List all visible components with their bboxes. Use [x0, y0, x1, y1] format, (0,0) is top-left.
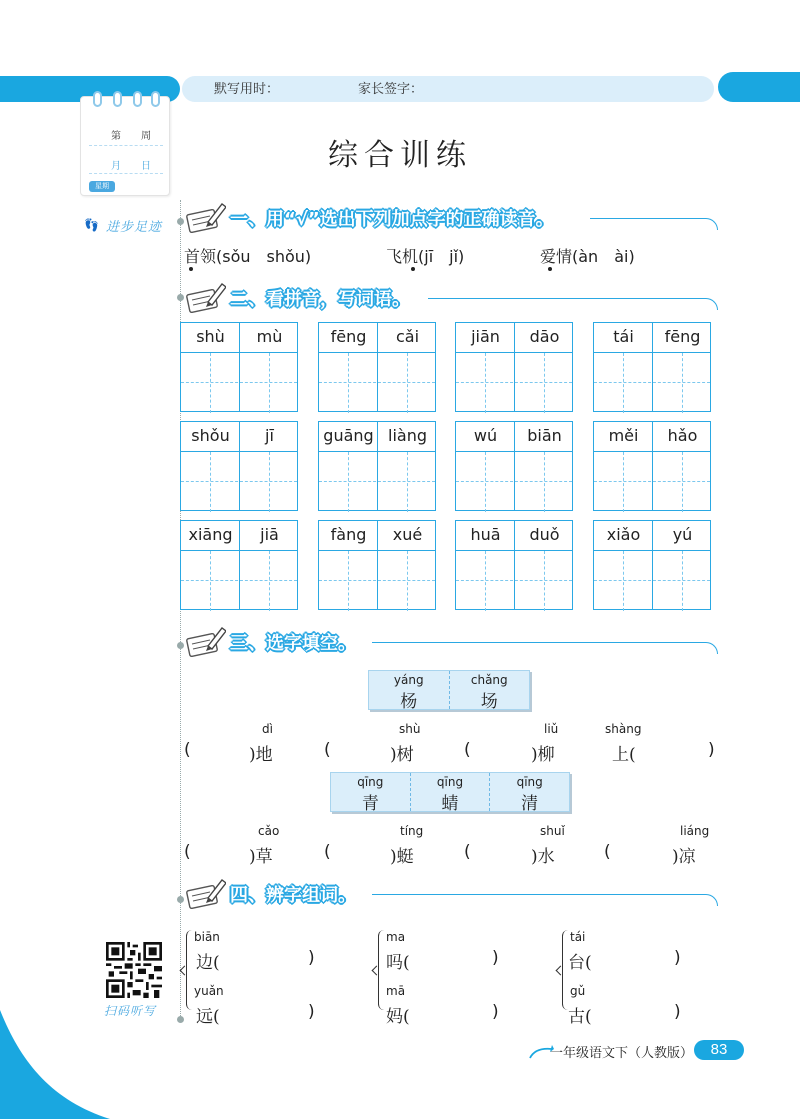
pencil-paper-icon [182, 876, 226, 910]
section-3-title: 三、选字填空。 [230, 633, 356, 654]
grid-pinyin: shù [196, 327, 225, 346]
s1-item-1: 首领(sǒu shǒu) [184, 247, 312, 266]
pair-pinyin: yuǎn [194, 984, 224, 998]
blank-char: )凉 [672, 847, 696, 867]
emphasis-dot [411, 267, 415, 271]
section-1-title: 一、用“√”选出下列加点字的正确读音。 [230, 209, 554, 230]
pencil-paper-icon [182, 624, 226, 658]
emphasis-dot [548, 267, 552, 271]
weekday-badge: 星期 [89, 181, 115, 192]
grid-pinyin: dāo [529, 327, 560, 346]
grid-pinyin: jiān [471, 327, 500, 346]
blank-char: )柳 [531, 745, 555, 765]
pair-char: 台( [568, 953, 592, 973]
open-paren: ( [604, 842, 611, 862]
dictation-time-label: 默写用时： [214, 82, 280, 97]
blank-char: )蜓 [390, 847, 414, 867]
grid-pinyin: wú [473, 426, 498, 445]
pinyin-writing-grid[interactable] [318, 322, 436, 412]
blank-char: )草 [249, 847, 273, 867]
choice-option: qīng 蜻 [410, 773, 490, 811]
grid-pinyin: jī [265, 426, 274, 445]
choice-option: yáng 杨 [393, 673, 424, 712]
page-number: 83 [694, 1040, 744, 1060]
grid-pinyin: mù [256, 327, 283, 346]
progress-text: 进步足迹 [106, 220, 163, 235]
section-3-header [182, 624, 718, 658]
close-paren: ) [674, 948, 681, 968]
pinyin-writing-grid[interactable] [455, 520, 573, 610]
grid-pinyin: huā [470, 525, 501, 544]
open-paren: ( [464, 740, 471, 760]
choice-option: chǎng 场 [449, 671, 530, 709]
pinyin-writing-grid[interactable] [593, 520, 711, 610]
s1-item-2: 飞机(jī jǐ) [386, 247, 465, 266]
choice-box-1 [368, 670, 530, 710]
choice-option: qīng 青 [357, 775, 384, 814]
pair-char: 吗( [386, 953, 410, 973]
grid-pinyin: xiāng [188, 525, 233, 544]
section-4-title: 四、辨字组词。 [230, 885, 356, 906]
pinyin-writing-grid[interactable] [593, 322, 711, 412]
grid-pinyin: duǒ [529, 525, 560, 544]
close-paren: ) [708, 740, 715, 760]
pinyin-writing-grid[interactable] [318, 520, 436, 610]
grid-pinyin: liàng [388, 426, 427, 445]
grid-pinyin: shǒu [191, 426, 230, 445]
corner-decoration [0, 1000, 110, 1119]
open-paren: ( [184, 740, 191, 760]
grid-pinyin: xiǎo [606, 525, 641, 544]
grid-pinyin: tái [613, 327, 634, 346]
blank-pinyin: shàng [605, 722, 642, 736]
section-2-header [182, 280, 718, 314]
grid-pinyin: jiā [260, 525, 279, 544]
open-paren: ( [324, 740, 331, 760]
grid-pinyin: hǎo [667, 426, 698, 445]
blank-char: )地 [249, 745, 273, 765]
open-paren: ( [464, 842, 471, 862]
grid-pinyin: fēng [330, 327, 367, 346]
pair-pinyin: ma [386, 930, 406, 944]
pinyin-writing-grid[interactable] [180, 520, 298, 610]
emphasis-dot [189, 267, 193, 271]
pinyin-writing-grid[interactable] [180, 421, 298, 511]
qr-label: 扫码听写 [104, 1004, 157, 1018]
section-2-title: 二、看拼音，写词语。 [230, 289, 410, 310]
footer-book-title: 一年级语文下（人教版） [550, 1046, 694, 1061]
open-paren: ( [324, 842, 331, 862]
pair-pinyin: mā [386, 984, 406, 998]
page-title: 综合训练 [328, 138, 472, 173]
pair-char: 妈( [386, 1007, 410, 1027]
grid-pinyin: biān [527, 426, 562, 445]
blank-char: )水 [531, 847, 555, 867]
grid-pinyin: fēng [664, 327, 701, 346]
section-4-header [182, 876, 718, 910]
blank-pinyin: tíng [400, 824, 424, 838]
pair-pinyin: gǔ [570, 984, 586, 998]
pinyin-writing-grid[interactable] [593, 421, 711, 511]
pair-char: 边( [196, 953, 220, 973]
calendar-week: 第 周 [111, 131, 151, 142]
header-right-bar [718, 72, 800, 102]
pinyin-writing-grid[interactable] [455, 421, 573, 511]
pair-pinyin: biān [194, 930, 220, 944]
close-paren: ) [674, 1002, 681, 1022]
section-1-header [182, 200, 718, 234]
calendar-date: 月 日 [111, 161, 151, 172]
blank-pinyin: shù [399, 722, 421, 736]
grid-pinyin: cǎi [395, 327, 420, 346]
close-paren: ) [492, 948, 499, 968]
blank-pinyin: cǎo [258, 824, 280, 838]
pair-char: 古( [568, 1007, 592, 1027]
close-paren: ) [308, 1002, 315, 1022]
grid-pinyin: fàng [330, 525, 367, 544]
parent-sign-label: 家长签字： [358, 82, 424, 97]
blank-pinyin: liáng [680, 824, 710, 838]
qr-code-icon[interactable] [106, 942, 162, 998]
pair-pinyin: tái [570, 930, 586, 944]
pair-char: 远( [196, 1007, 220, 1027]
close-paren: ) [308, 948, 315, 968]
pencil-paper-icon [182, 200, 226, 234]
grid-pinyin: yú [672, 525, 693, 544]
footprint-icon: 👣 [84, 218, 99, 232]
grid-pinyin: guāng [323, 426, 374, 445]
s1-item-3: 爱情(àn ài) [540, 247, 635, 266]
pencil-paper-icon [182, 280, 226, 314]
pinyin-writing-grid[interactable] [180, 322, 298, 412]
choice-box-2 [330, 772, 570, 812]
blank-pinyin: liǔ [544, 722, 559, 736]
close-paren: ) [492, 1002, 499, 1022]
open-paren: ( [184, 842, 191, 862]
blank-pinyin: shuǐ [540, 824, 565, 838]
grid-pinyin: měi [608, 426, 639, 445]
grid-pinyin: xué [392, 525, 423, 544]
pinyin-writing-grid[interactable] [318, 421, 436, 511]
choice-option: qīng 清 [489, 773, 569, 811]
blank-pinyin: dì [262, 722, 273, 736]
blank-char: 上( [612, 745, 636, 765]
pinyin-writing-grid[interactable] [455, 322, 573, 412]
blank-char: )树 [390, 745, 414, 765]
